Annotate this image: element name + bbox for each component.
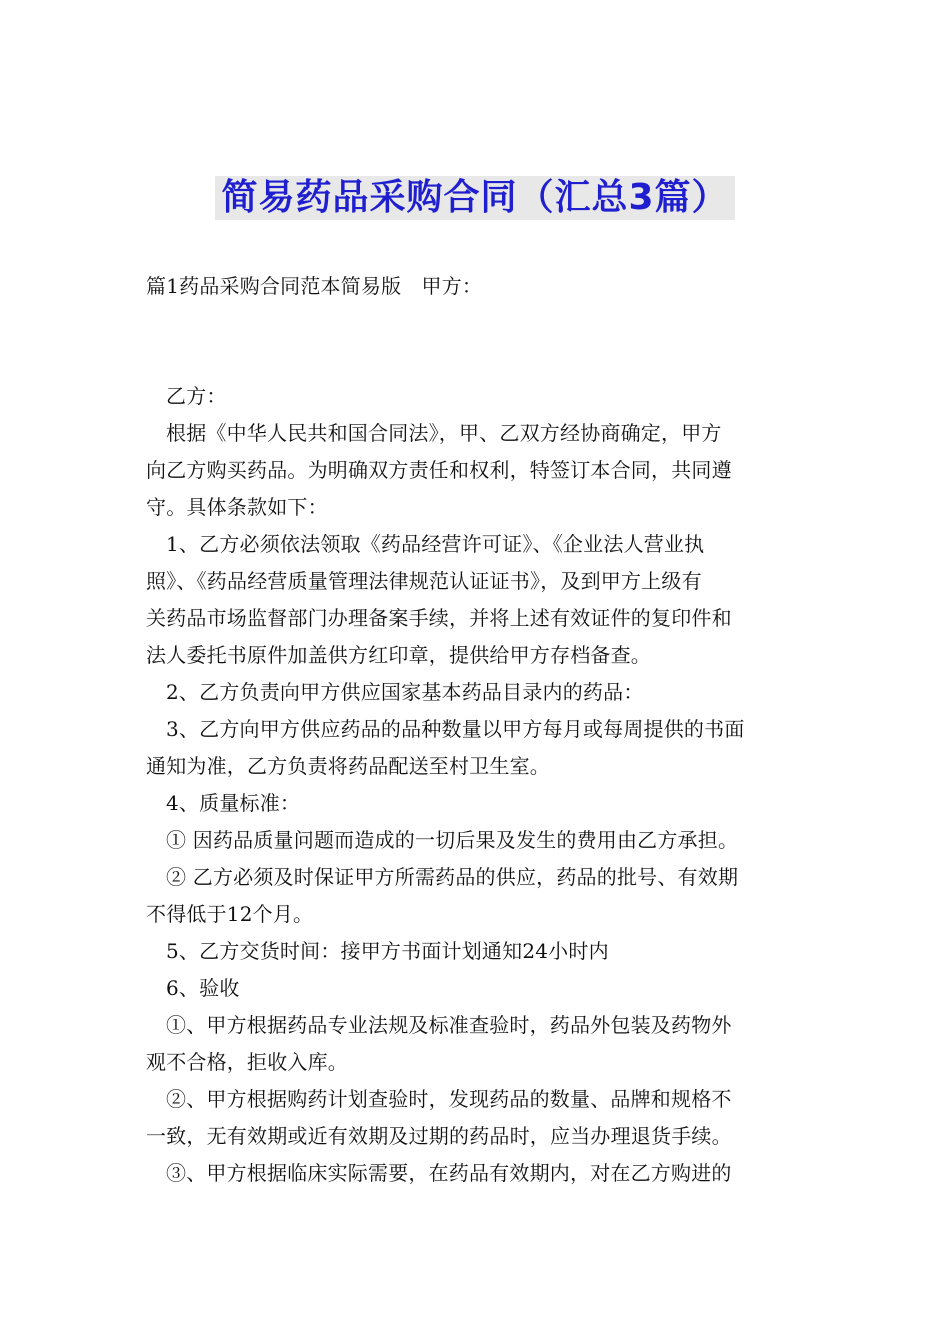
paragraph-line: ①、甲方根据药品专业法规及标准查验时，药品外包装及药物外 bbox=[166, 1013, 732, 1037]
paragraph-line: 3、乙方向甲方供应药品的品种数量以甲方每月或每周提供的书面 bbox=[166, 717, 745, 741]
paragraph-line: 2、乙方负责向甲方供应国家基本药品目录内的药品： bbox=[166, 680, 644, 704]
paragraph-line: ① 因药品质量问题而造成的一切后果及发生的费用由乙方承担。 bbox=[166, 828, 739, 852]
paragraph-line: 关药品市场监督部门办理备案手续，并将上述有效证件的复印件和 bbox=[146, 606, 732, 630]
paragraph-line: 4、质量标准： bbox=[166, 791, 301, 815]
paragraph-line: 根据《中华人民共和国合同法》，甲、乙双方经协商确定，甲方 bbox=[166, 421, 722, 445]
paragraph-line: 照》、《药品经营质量管理法律规范认证证书》，及到甲方上级有 bbox=[146, 569, 702, 593]
paragraph-line: 通知为准，乙方负责将药品配送至村卫生室。 bbox=[146, 754, 550, 778]
paragraph-line: 1、乙方必须依法领取《药品经营许可证》、《企业法人营业执 bbox=[166, 532, 705, 556]
paragraph-line: ③、甲方根据临床实际需要，在药品有效期内，对在乙方购进的 bbox=[166, 1161, 732, 1185]
paragraph-line: 乙方： bbox=[166, 384, 227, 408]
paragraph-line: 不得低于12个月。 bbox=[146, 902, 314, 926]
paragraph-line: 守。具体条款如下： bbox=[146, 495, 328, 519]
paragraph-line: 法人委托书原件加盖供方红印章，提供给甲方存档备查。 bbox=[146, 643, 651, 667]
paragraph-line: ②、甲方根据购药计划查验时，发现药品的数量、品牌和规格不 bbox=[166, 1087, 732, 1111]
paragraph-line: 向乙方购买药品。为明确双方责任和权利，特签订本合同，共同遵 bbox=[146, 458, 732, 482]
paragraph-line: 5、乙方交货时间：接甲方书面计划通知24小时内 bbox=[166, 939, 609, 963]
title-container bbox=[0, 176, 950, 220]
paragraph-line: 6、验收 bbox=[166, 976, 240, 1000]
paragraph-line: 观不合格，拒收入库。 bbox=[146, 1050, 348, 1074]
paragraph-line: 一致，无有效期或近有效期及过期的药品时，应当办理退货手续。 bbox=[146, 1124, 732, 1148]
paragraph-line: ② 乙方必须及时保证甲方所需药品的供应，药品的批号、有效期 bbox=[166, 865, 739, 889]
section-heading: 篇1药品采购合同范本简易版 甲方： bbox=[146, 274, 483, 298]
document-title: 简易药品采购合同（汇总3篇） bbox=[215, 176, 734, 220]
